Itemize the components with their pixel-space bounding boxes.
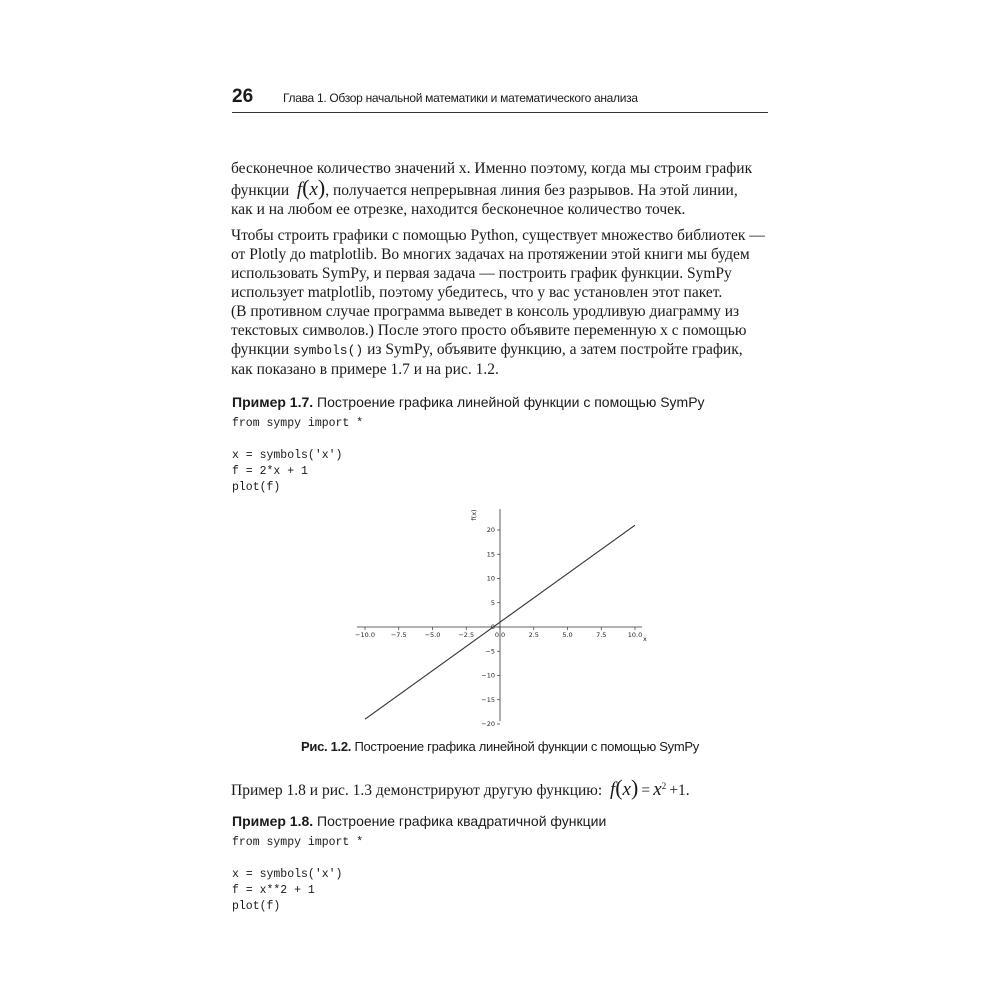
math-x: x xyxy=(622,779,631,800)
math-x-base: x xyxy=(653,779,662,800)
text-line: функции f(x), получается непрерывная линия без разрывов. На этой линии, xyxy=(231,175,738,200)
paragraph-plotting-libraries xyxy=(231,226,771,379)
code-listing-1-8: from sympy import * x = symbols('x') f = x**2 + 1 plot(f) xyxy=(232,836,364,913)
y-axis-label: f(x) xyxy=(470,509,478,521)
x-tick-label: 5.0 xyxy=(562,631,573,639)
text-line xyxy=(231,340,771,360)
x-tick-label: 2.5 xyxy=(528,631,539,639)
paragraph-infinite-points xyxy=(231,159,771,219)
text-line: Чтобы строить графики с помощью Python, существует множество библиотек — xyxy=(231,227,765,244)
example-title: Построение графика квадратичной функции xyxy=(317,813,607,829)
text-line: как и на любом ее отрезке, находится бесконечное количество точек. xyxy=(231,201,686,218)
example-title: Построение графика линейной функции с помощью SymPy xyxy=(317,394,705,410)
example-1-7-caption xyxy=(232,394,705,410)
example-label: Пример 1.7. xyxy=(232,394,314,410)
paragraph-quadratic-intro: Пример 1.8 и рис. 1.3 демонстрируют другую функцию: $f(x) = x^2 +1$. xyxy=(231,775,690,800)
code-listing-1-7: from sympy import * x = symbols('x') f = 2*x + 1 plot(f) xyxy=(232,417,364,494)
figure-title: Построение графика линейной функции с помощью SymPy xyxy=(354,739,699,754)
x-tick-label: −2.5 xyxy=(458,631,475,639)
x-tick-label: 7.5 xyxy=(596,631,607,639)
x-tick-label: −10.0 xyxy=(355,631,375,639)
linear-function-chart xyxy=(350,503,650,733)
x-tick-label: −7.5 xyxy=(390,631,407,639)
text-line: текстовых символов.) После этого просто объявите переменную x с помощью xyxy=(231,322,747,339)
text-line: от Plotly до matplotlib. Во многих задачах на протяжении этой книги мы будем xyxy=(231,246,750,263)
figure-1-2-caption xyxy=(0,739,1000,754)
y-tick-label: 20 xyxy=(486,526,495,535)
math-x: x xyxy=(309,179,318,200)
text-fragment: функции xyxy=(231,182,290,199)
chapter-title: Глава 1. Обзор начальной математики и математического анализа xyxy=(283,91,638,105)
text-line: (В противном случае программа выведет в консоль уродливую диаграмму из xyxy=(231,303,740,320)
text-line: использовать SymPy, и первая задача — построить график функции. SymPy xyxy=(231,265,732,282)
y-tick-label: −5 xyxy=(485,647,495,656)
chart-svg xyxy=(350,503,650,733)
text-fragment: функции xyxy=(231,341,290,358)
x-axis-label: x xyxy=(643,635,647,643)
math-f: f xyxy=(609,779,616,800)
text-line: как показано в примере 1.7 и на рис. 1.2. xyxy=(231,361,499,378)
y-tick-label: −10 xyxy=(481,671,495,680)
text-fragment: из SymPy, объявите функцию, а затем постройте график, xyxy=(367,341,743,358)
math-tail: +1. xyxy=(669,782,690,799)
figure-label: Рис. 1.2. xyxy=(301,739,352,754)
math-exponent: 2 xyxy=(661,780,667,791)
y-tick-label: 15 xyxy=(486,550,495,559)
y-tick-label: 10 xyxy=(486,574,495,583)
y-tick-label: 5 xyxy=(490,598,495,607)
x-tick-label: −5.0 xyxy=(424,631,441,639)
y-tick-label: −15 xyxy=(481,695,495,704)
running-header xyxy=(232,86,768,113)
x-tick-label: 10.0 xyxy=(627,631,643,639)
x-tick-label: 0.0 xyxy=(494,631,506,639)
y-tick-label: 0 xyxy=(490,623,495,632)
example-label: Пример 1.8. xyxy=(232,813,314,829)
text-line: использует matplotlib, поэтому убедитесь, что у вас установлен этот пакет. xyxy=(231,284,723,301)
example-1-8-caption xyxy=(232,813,606,829)
text-line: бесконечное количество значений x. Именно поэтому, когда мы строим график xyxy=(231,160,753,177)
y-tick-label: −20 xyxy=(481,720,495,729)
page-number: 26 xyxy=(232,86,254,107)
inline-code-symbols: symbols() xyxy=(293,343,364,358)
text-fragment: , получается непрерывная линия без разрывов. На этой линии, xyxy=(325,182,738,199)
math-f: f xyxy=(296,179,303,200)
x-ticks xyxy=(355,627,642,639)
text-fragment: Пример 1.8 и рис. 1.3 демонстрируют другую функцию: xyxy=(231,782,603,799)
